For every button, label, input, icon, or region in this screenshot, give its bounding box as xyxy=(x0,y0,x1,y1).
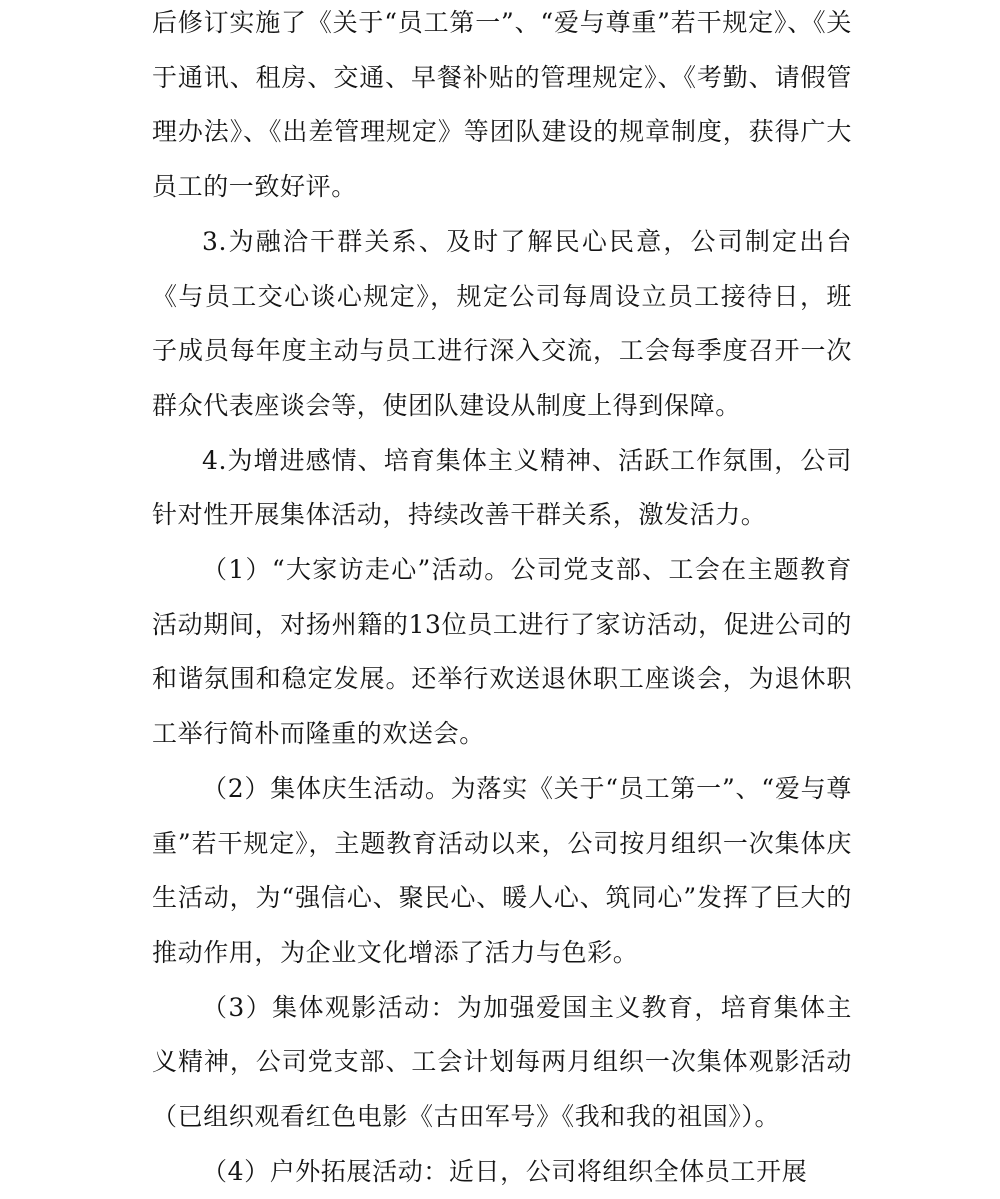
paragraph-item-3: 3.为融洽干群关系、及时了解民心民意，公司制定出台《与员工交心谈心规定》，规定公司每周设立员工接待日，班子成员每年度主动与员工进行深入交流，工会每季度召开一次群众代表座谈会等，使团队建设从制度上得到保障。 xyxy=(152,226,852,420)
document-page xyxy=(152,0,852,1199)
paragraph-sub-item-2: （2）集体庆生活动。为落实《关于“员工第一”、“爱与尊重”若干规定》，主题教育活动以来，公司按月组织一次集体庆生活动，为“强信心、聚民心、暖人心、筑同心”发挥了巨大的推动作用，为企业文化增添了活力与色彩。 xyxy=(152,773,852,967)
paragraph-sub-item-3: （3）集体观影活动：为加强爱国主义教育，培育集体主义精神，公司党支部、工会计划每两月组织一次集体观影活动（已组织观看红色电影《古田军号》《我和我的祖国》）。 xyxy=(152,992,852,1132)
paragraph-sub-item-1: （1）“大家访走心”活动。公司党支部、工会在主题教育活动期间，对扬州籍的13位员工进行了家访活动，促进公司的和谐氛围和稳定发展。还举行欢送退休职工座谈会，为退休职工举行简朴而隆重的欢送会。 xyxy=(152,555,852,749)
paragraph-continuation: 后修订实施了《关于“员工第一”、“爱与尊重”若干规定》、《关于通讯、租房、交通、早餐补贴的管理规定》、《考勤、请假管理办法》、《出差管理规定》等团队建设的规章制度，获得广大员工的一致好评。 xyxy=(152,8,852,202)
paragraph-item-4: 4.为增进感情、培育集体主义精神、活跃工作氛围，公司针对性开展集体活动，持续改善干群关系，激发活力。 xyxy=(152,445,852,530)
paragraph-sub-item-4: （4）户外拓展活动：近日，公司将组织全体员工开展 xyxy=(202,1156,808,1186)
